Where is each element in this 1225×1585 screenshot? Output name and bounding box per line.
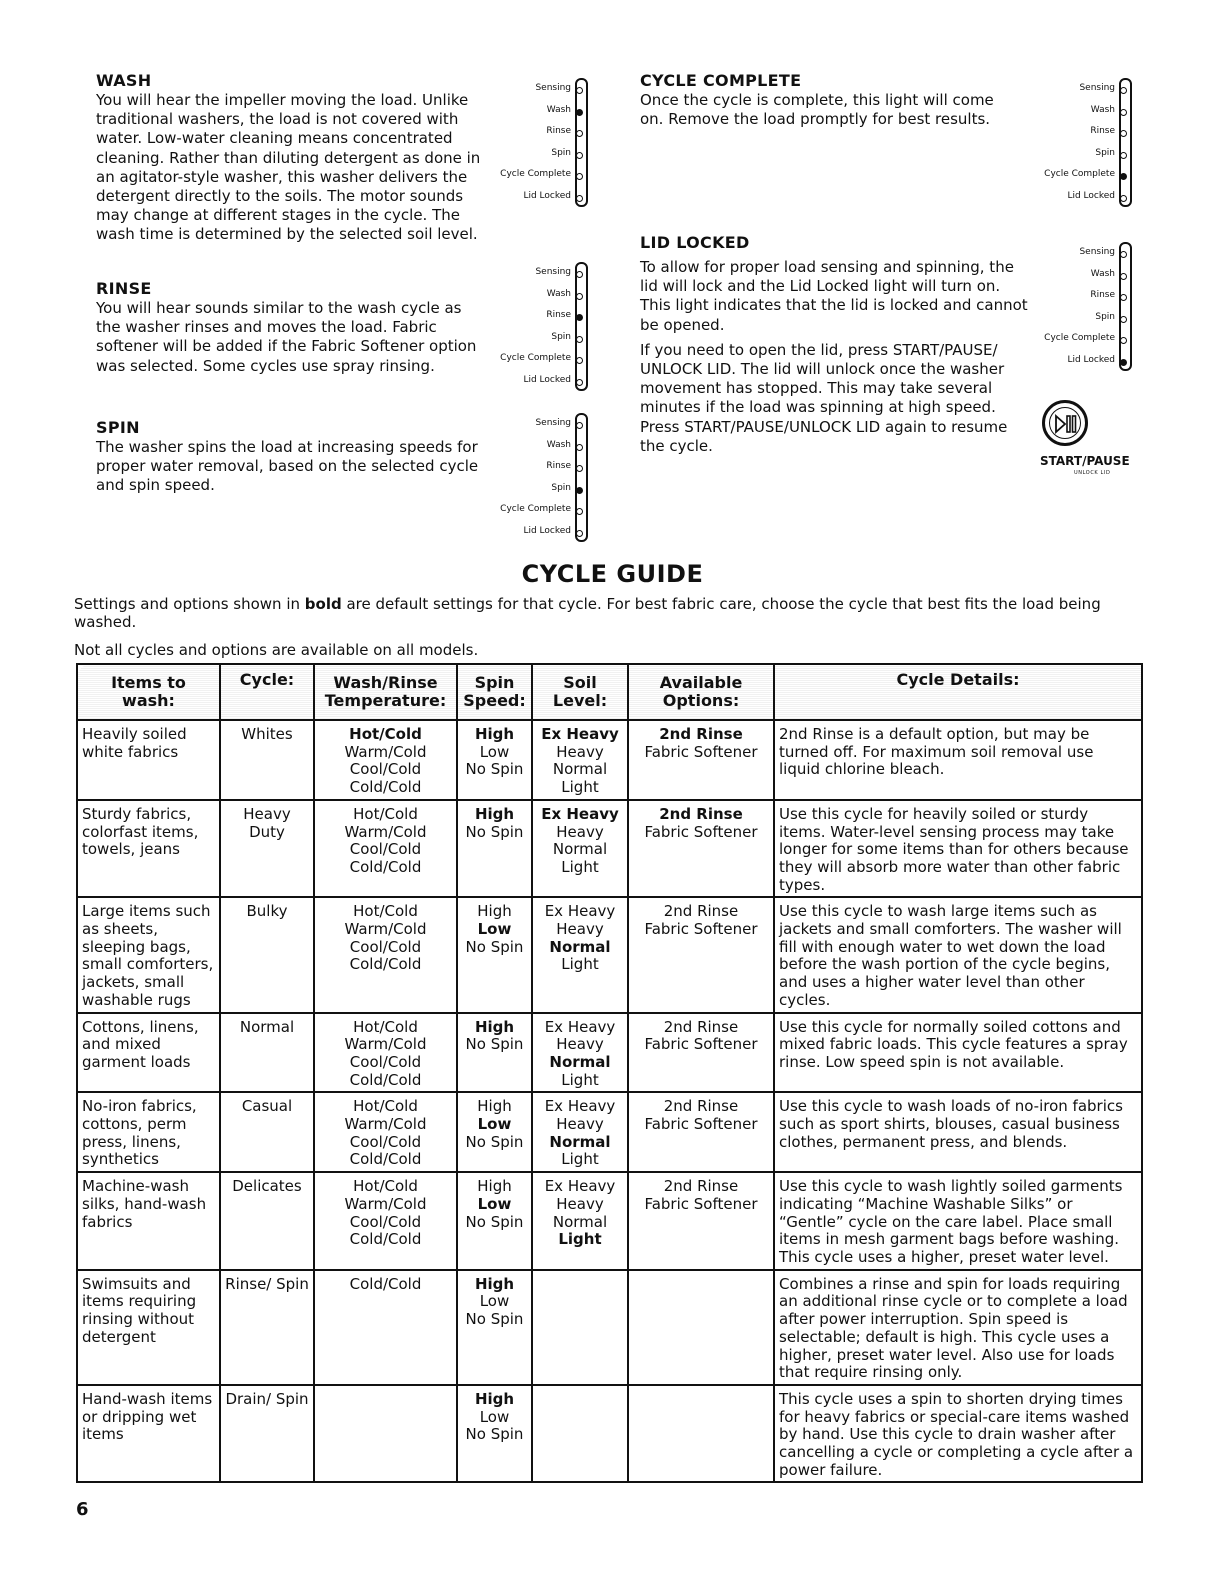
temperature-cell-value: Warm/Cold [344,1115,427,1134]
cycle-details-cell: Combines a rinse and spin for loads requiring an additional rinse cycle or to complete a load after power interruption. Spin speed is selectable; default is high. This cycle uses a higher, preset water level. Also use for loads that require rinsing only. [774,1270,1142,1385]
rinse-body: You will hear sounds similar to the wash cycle as the washer rinses and moves the load. Fabric softener will be added if the Fabric Softener option was selected. Some cycles use spray rinsing. [96,299,477,375]
status-light-label: Sensing [535,418,571,428]
status-light-row [1012,164,1132,186]
cycle-details-cell: Use this cycle for heavily soiled or sturdy items. Water-level sensing process may take longer for some items than for others because they will absorb more water than other fabric types. [774,800,1142,898]
table-header-row [77,664,1142,720]
spin-speed-cell-value: No Spin [465,1425,524,1444]
options-cell [628,1385,774,1483]
cycle-complete-title: CYCLE COMPLETE [640,71,802,90]
spin-speed-cell [457,1385,532,1483]
soil-level-cell [532,897,628,1012]
cycle-guide-table-wrap [76,663,1141,1483]
cycle-guide-intro [74,595,1134,631]
options-cell-value: 2nd Rinse [663,902,739,921]
options-cell-value: 2nd Rinse [659,804,743,823]
spin-speed-cell-value: High [477,1177,512,1196]
temperature-cell-value: Hot/Cold [353,1017,418,1036]
cycle-guide-title: CYCLE GUIDE [521,560,704,588]
status-light-label: Rinse [1090,126,1115,136]
cycle-details-cell: Use this cycle to wash loads of no-iron fabrics such as sport shirts, blouses, casual business clothes, permanent press, and blends. [774,1092,1142,1172]
temperature-cell-value: Cold/Cold [349,1070,422,1089]
temperature-cell-value: Cold/Cold [349,1150,422,1169]
spin-speed-cell-value: No Spin [465,1212,524,1231]
table-row [77,897,1142,1012]
status-light-row [468,186,588,208]
cycle-name-cell: Whites [220,720,314,800]
options-cell [628,800,774,898]
items-to-wash-cell: Large items such as sheets, sleeping bags, small comforters, jackets, small washable rugs [77,897,220,1012]
status-light-label: Sensing [535,267,571,277]
spin-speed-cell-value: Low [479,1292,510,1311]
soil-level-cell-value: Ex Heavy [544,1177,616,1196]
status-light-label: Cycle Complete [1044,333,1115,343]
temperature-cell-value: Hot/Cold [353,804,418,823]
soil-level-cell [532,720,628,800]
table-row [77,720,1142,800]
header-available-options: Available Options: [628,664,774,720]
cycle-details-cell: 2nd Rinse is a default option, but may be turned off. For maximum soil removal use liquid chlorine bleach. [774,720,1142,800]
status-light-row [468,262,588,284]
status-light-label: Lid Locked [523,525,571,536]
soil-level-cell [532,1172,628,1270]
soil-level-cell-value: Normal [549,937,611,956]
status-light-row [468,100,588,122]
items-to-wash-cell: Heavily soiled white fabrics [77,720,220,800]
table-row [77,1385,1142,1483]
status-light-row [468,164,588,186]
soil-level-cell [532,1385,628,1483]
temperature-cell-value: Cold/Cold [349,857,422,876]
cycle-details-cell: Use this cycle to wash large items such as jackets and small comforters. The washer will fill with enough water to wet down the load before the wash portion of the cycle begins, and uses a higher water level than other cycles. [774,897,1142,1012]
status-light-row [1012,78,1132,100]
temperature-cell [314,720,457,800]
temperature-cell [314,800,457,898]
status-light-label: Wash [1090,268,1115,279]
spin-speed-cell-value: No Spin [465,937,524,956]
options-cell-value: Fabric Softener [644,1035,758,1054]
soil-level-cell [532,1092,628,1172]
temperature-cell-value: Warm/Cold [344,1194,427,1213]
status-light-label: Cycle Complete [500,169,571,179]
spin-speed-cell [457,720,532,800]
soil-level-cell-value: Heavy [556,1035,604,1054]
status-light-row [1012,100,1132,122]
cycle-name-cell: Casual [220,1092,314,1172]
soil-level-cell-value: Heavy [556,822,604,841]
soil-level-cell-value: Heavy [556,742,604,761]
spin-speed-cell-value: High [474,725,515,743]
temperature-cell-value: Cold/Cold [349,778,422,797]
options-cell-value: Fabric Softener [644,920,758,939]
spin-speed-cell-value: No Spin [465,760,524,779]
options-cell-value: 2nd Rinse [663,1017,739,1036]
temperature-cell [314,1092,457,1172]
unlock-lid-sublabel: UNLOCK LID [1074,470,1111,476]
wash-body: You will hear the impeller moving the load. Unlike traditional washers, the load is not covered with water. Low-water cleaning means concentrated cleaning. Rather than diluting detergent as done in an agitator-style washer, this washer delivers the detergent directly to the soils. The motor sounds may change at different stages in the cycle. The wash time is determined by the selected soil level. [96,91,481,244]
start-pause-button[interactable] [1042,400,1088,446]
temperature-cell [314,1385,457,1483]
status-light-row [468,305,588,327]
rinse-section [96,279,486,376]
temperature-cell-value: Cool/Cold [349,840,422,859]
status-light-label: Cycle Complete [500,504,571,514]
items-to-wash-cell: Swimsuits and items requiring rinsing without detergent [77,1270,220,1385]
spin-speed-cell [457,800,532,898]
options-cell-value: Fabric Softener [644,822,758,841]
soil-level-cell-value: Ex Heavy [541,804,619,823]
spin-speed-cell-value: No Spin [465,1132,524,1151]
spin-speed-cell-value: Low [477,920,512,939]
soil-level-cell-value: Ex Heavy [544,902,616,921]
intro-text-end: are default settings for that cycle. For best fabric care, choose the cycle that best fits the load being washed. [74,595,1101,631]
spin-section [96,418,486,496]
status-light-label: Spin [551,147,571,158]
header-spin-speed: Spin Speed: [457,664,532,720]
cycle-name-cell: Heavy Duty [220,800,314,898]
temperature-cell-value: Cool/Cold [349,1212,422,1231]
soil-level-cell-value: Heavy [556,920,604,939]
status-light-label: Sensing [535,83,571,93]
temperature-cell-value: Cool/Cold [349,1132,422,1151]
temperature-cell-value: Cold/Cold [349,955,422,974]
table-row [77,1270,1142,1385]
soil-level-cell-value: Light [561,1070,599,1089]
cycle-name-cell: Rinse/ Spin [220,1270,314,1385]
spin-body: The washer spins the load at increasing speeds for proper water removal, based on the selected cycle and spin speed. [96,438,479,495]
cycle-guide-table [76,663,1143,1483]
soil-level-cell-value: Ex Heavy [541,725,619,743]
status-light-label: Spin [551,482,571,493]
soil-level-cell-value: Normal [552,1212,608,1231]
options-cell [628,720,774,800]
status-light-row [1012,186,1132,208]
soil-level-cell [532,1013,628,1093]
lid-locked-section [640,233,1032,456]
intro-bold-word: bold [304,595,342,613]
options-cell-value: Fabric Softener [644,1115,758,1134]
intro-text-start: Settings and options shown in [74,595,305,613]
status-light-row [1012,143,1132,165]
cycle-complete-section [640,71,1020,129]
temperature-cell-value: Hot/Cold [353,1097,418,1116]
options-cell [628,897,774,1012]
spin-speed-cell [457,1270,532,1385]
cycle-name-cell: Bulky [220,897,314,1012]
status-light-row [1012,242,1132,264]
status-light-label: Rinse [546,126,571,136]
status-panel-rinse [468,262,588,391]
status-light-label: Rinse [546,310,571,320]
lid-locked-body-2: If you need to open the lid, press START/PAUSE/ UNLOCK LID. The lid will unlock once the washer movement has stopped. This may take several minutes if the load was spinning at high speed. Press START/PAUSE/UNLOCK LID again to resume the cycle. [640,340,1008,455]
soil-level-cell-value: Normal [549,1052,611,1071]
cycle-name-cell: Delicates [220,1172,314,1270]
spin-title: SPIN [96,418,140,437]
options-cell-value: 2nd Rinse [663,1097,739,1116]
header-cycle-details: Cycle Details: [774,664,1142,720]
spin-speed-cell-value: No Spin [465,1310,524,1329]
spin-speed-cell-value: High [474,804,515,823]
options-cell [628,1172,774,1270]
temperature-cell [314,897,457,1012]
cycle-details-cell: This cycle uses a spin to shorten drying times for heavy fabrics or special-care items washed by hand. Use this cycle to drain washer after cancelling a cycle or completing a cycle after a power failure. [774,1385,1142,1483]
items-to-wash-cell: No-iron fabrics, cottons, perm press, linens, synthetics [77,1092,220,1172]
status-light-row [1012,307,1132,329]
cycle-complete-body: Once the cycle is complete, this light will come on. Remove the load promptly for best results. [640,91,994,129]
status-light-label: Lid Locked [1067,190,1115,201]
temperature-cell-value: Hot/Cold [349,725,422,743]
status-panel-spin [468,413,588,542]
temperature-cell-value: Warm/Cold [344,1035,427,1054]
soil-level-cell-value: Normal [552,760,608,779]
temperature-cell [314,1013,457,1093]
soil-level-cell-value: Normal [549,1132,611,1151]
status-panel-lid-locked [1012,242,1132,371]
status-light-label: Lid Locked [523,190,571,201]
spin-speed-cell-value: High [477,1097,512,1116]
status-light-label: Sensing [1079,247,1115,257]
spin-speed-cell [457,1172,532,1270]
spin-speed-cell-value: No Spin [465,1035,524,1054]
status-light-row [1012,264,1132,286]
status-light-row [1012,285,1132,307]
status-light-row [468,143,588,165]
spin-speed-cell-value: Low [477,1194,512,1213]
spin-speed-cell-value: High [474,1389,515,1408]
cycle-details-cell: Use this cycle to wash lightly soiled garments indicating “Machine Washable Silks” or “Gentle” cycle on the care label. Place small items in mesh garment bags before washing. This cycle uses a higher, preset water level. [774,1172,1142,1270]
soil-level-cell-value: Light [561,1150,599,1169]
spin-speed-cell-value: High [474,1274,515,1293]
temperature-cell-value: Cool/Cold [349,1052,422,1071]
options-cell-value: Fabric Softener [644,1194,758,1213]
status-light-row [468,456,588,478]
items-to-wash-cell: Sturdy fabrics, colorfast items, towels, jeans [77,800,220,898]
status-light-label: Sensing [1079,83,1115,93]
page-number: 6 [76,1499,89,1520]
soil-level-cell-value: Normal [552,840,608,859]
cycle-name-cell: Normal [220,1013,314,1093]
temperature-cell-value: Warm/Cold [344,822,427,841]
items-to-wash-cell: Cottons, linens, and mixed garment loads [77,1013,220,1093]
temperature-cell-value: Cold/Cold [349,1230,422,1249]
status-light-label: Cycle Complete [500,353,571,363]
status-light-label: Rinse [546,461,571,471]
status-panel-cycle-complete [1012,78,1132,207]
status-light-row [468,78,588,100]
lid-locked-title: LID LOCKED [640,233,750,252]
status-light-label: Lid Locked [523,374,571,385]
cycle-details-cell: Use this cycle for normally soiled cottons and mixed fabric loads. This cycle features a spray rinse. Low speed spin is not available. [774,1013,1142,1093]
status-light-label: Spin [1095,311,1115,322]
options-cell [628,1092,774,1172]
status-light-row [1012,350,1132,372]
temperature-cell-value: Hot/Cold [353,1177,418,1196]
temperature-cell [314,1270,457,1385]
status-light-label: Wash [546,104,571,115]
options-cell-value: 2nd Rinse [659,725,743,743]
soil-level-cell-value: Light [561,778,599,797]
play-pause-icon [1053,413,1079,435]
temperature-cell-value: Cool/Cold [349,760,422,779]
spin-speed-cell-value: Low [479,742,510,761]
soil-level-cell [532,1270,628,1385]
spin-speed-cell-value: High [474,1017,515,1036]
status-light-label: Cycle Complete [1044,169,1115,179]
rinse-title: RINSE [96,279,152,298]
status-light-row [468,521,588,543]
status-light-row [468,348,588,370]
status-light-label: Spin [1095,147,1115,158]
soil-level-cell-value: Heavy [556,1115,604,1134]
status-light-row [1012,328,1132,350]
soil-level-cell-value: Light [561,955,599,974]
soil-level-cell-value: Ex Heavy [544,1097,616,1116]
status-light-row [468,435,588,457]
header-items-to-wash: Items to wash: [77,664,220,720]
status-panel-wash [468,78,588,207]
status-light-label: Wash [546,439,571,450]
temperature-cell-value: Hot/Cold [353,902,418,921]
spin-speed-cell-value: High [477,902,512,921]
options-cell [628,1013,774,1093]
items-to-wash-cell: Hand-wash items or dripping wet items [77,1385,220,1483]
status-light-row [1012,121,1132,143]
wash-title: WASH [96,71,152,90]
status-light-row [468,413,588,435]
status-light-label: Rinse [1090,290,1115,300]
table-row [77,1092,1142,1172]
temperature-cell-value: Warm/Cold [344,920,427,939]
status-light-label: Spin [551,331,571,342]
spin-speed-cell-value: Low [477,1115,512,1134]
temperature-cell [314,1172,457,1270]
status-light-label: Wash [1090,104,1115,115]
header-soil-level: Soil Level: [532,664,628,720]
table-row [77,1013,1142,1093]
options-cell-value: 2nd Rinse [663,1177,739,1196]
soil-level-cell-value: Light [558,1230,602,1249]
temperature-cell-value: Warm/Cold [344,742,427,761]
status-light-row [468,284,588,306]
soil-level-cell-value: Light [561,857,599,876]
status-light-row [468,478,588,500]
spin-speed-cell [457,897,532,1012]
temperature-cell-value: Cold/Cold [349,1274,422,1293]
header-cycle: Cycle: [220,664,314,720]
soil-level-cell [532,800,628,898]
spin-speed-cell-value: No Spin [465,822,524,841]
spin-speed-cell [457,1092,532,1172]
status-light-label: Lid Locked [1067,354,1115,365]
cycle-guide-note: Not all cycles and options are available on all models. [74,641,479,659]
status-light-row [468,121,588,143]
status-light-row [468,499,588,521]
status-light-row [468,327,588,349]
spin-speed-cell-value: Low [479,1407,510,1426]
table-row [77,800,1142,898]
table-row [77,1172,1142,1270]
status-light-row [468,370,588,392]
spin-speed-cell [457,1013,532,1093]
table-body [77,720,1142,1482]
cycle-name-cell: Drain/ Spin [220,1385,314,1483]
header-temperature: Wash/Rinse Temperature: [314,664,457,720]
wash-section [96,71,491,245]
options-cell [628,1270,774,1385]
start-pause-label: START/PAUSE [1040,454,1130,468]
options-cell-value: Fabric Softener [644,742,758,761]
soil-level-cell-value: Ex Heavy [544,1017,616,1036]
lid-locked-body-1: To allow for proper load sensing and spinning, the lid will lock and the Lid Locked light will turn on. This light indicates that the lid is locked and cannot be opened. [640,258,1028,334]
status-light-label: Wash [546,288,571,299]
soil-level-cell-value: Heavy [556,1194,604,1213]
temperature-cell-value: Cool/Cold [349,937,422,956]
items-to-wash-cell: Machine-wash silks, hand-wash fabrics [77,1172,220,1270]
